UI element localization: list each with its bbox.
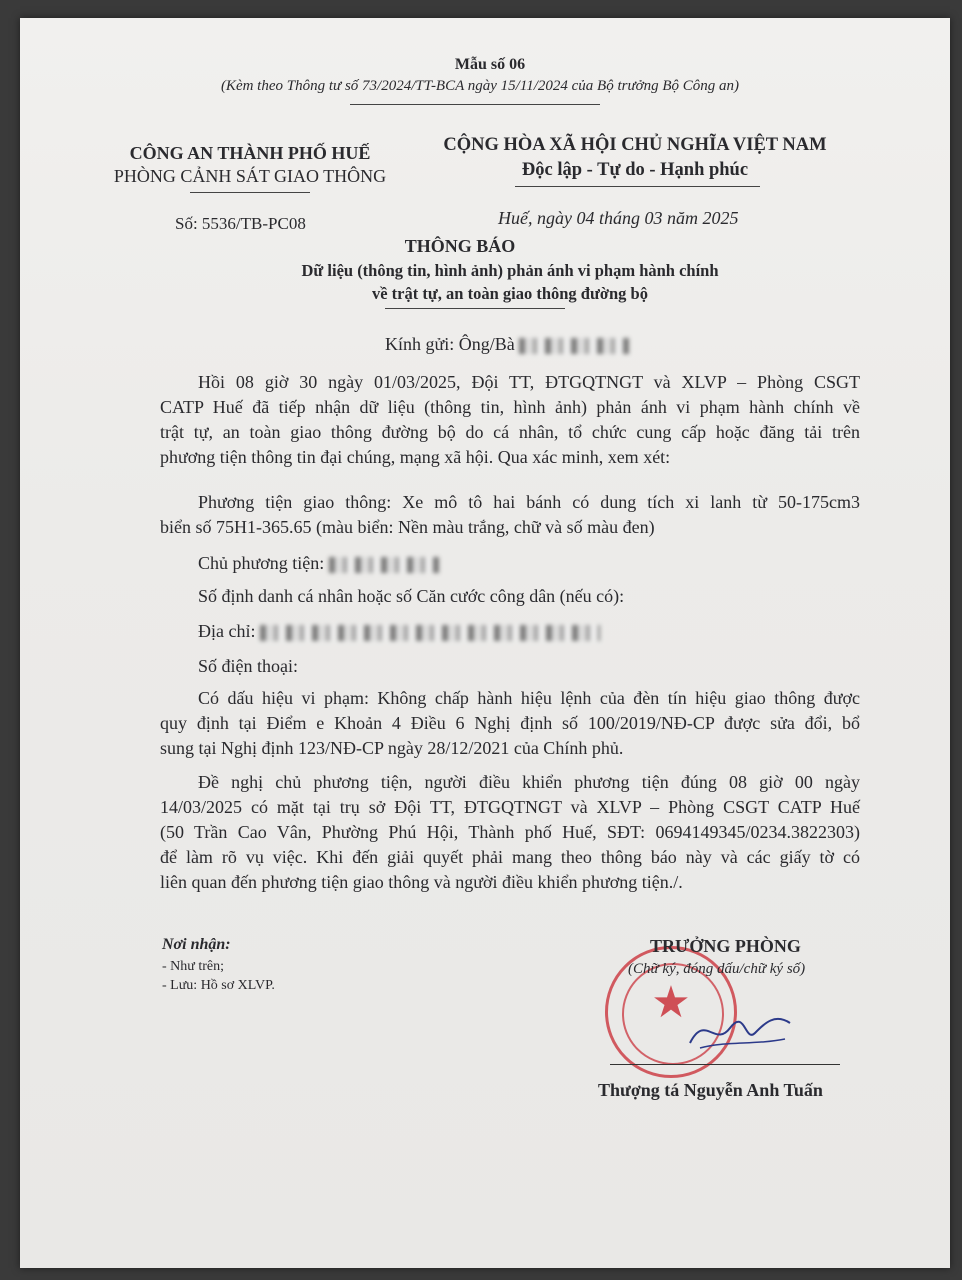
paragraph-receipt: [160, 370, 860, 470]
redacted-name: [519, 338, 629, 354]
recipients-title: Nơi nhận:: [162, 936, 231, 953]
phone-field-label: Số điện thoại:: [198, 656, 298, 676]
paragraph-vehicle: [160, 490, 860, 540]
text-line: 14/03/2025 có mặt tại trụ sở Đội TT, ĐTGQTNGT và XLVP – Phòng CSGT CATP Huế: [160, 797, 860, 817]
salutation-label: Kính gửi: Ông/Bà: [385, 334, 515, 354]
owner-label: Chủ phương tiện:: [198, 553, 325, 573]
text-line: Phương tiện giao thông: Xe mô tô hai bánh có dung tích xi lanh từ 50-175cm3: [198, 492, 860, 512]
text-line: liên quan đến phương tiện giao thông và người điều khiển phương tiện./.: [160, 872, 683, 892]
document-page: [20, 18, 950, 1268]
text-line: phương tiện thông tin đại chúng, mạng xã hội. Qua xác minh, xem xét:: [160, 447, 671, 467]
agency-line2: PHÒNG CẢNH SÁT GIAO THÔNG: [113, 166, 387, 186]
signer-name: Thượng tá Nguyễn Anh Tuấn: [598, 1080, 823, 1100]
document-subtitle-1: Dữ liệu (thông tin, hình ảnh) phản ánh vi phạm hành chính: [301, 261, 719, 280]
owner-field: [198, 553, 439, 574]
handwritten-signature: [685, 1003, 795, 1063]
signature-note: (Chữ ký, đóng dấu/chữ ký số): [628, 961, 806, 977]
text-line: trật tự, an toàn giao thông đường bộ do cá nhân, tổ chức cung cấp hoặc đăng tải trên: [160, 422, 860, 442]
national-motto: Độc lập - Tự do - Hạnh phúc: [521, 160, 749, 180]
id-field-label: Số định danh cá nhân hoặc số Căn cước công dân (nếu có):: [198, 586, 625, 606]
redacted-owner: [329, 557, 439, 573]
recipient-item: - Lưu: Hồ sơ XLVP.: [162, 978, 275, 993]
paragraph-request: [160, 770, 860, 895]
text-line: Có dấu hiệu vi phạm: Không chấp hành hiệu lệnh của đèn tín hiệu giao thông được: [198, 688, 860, 708]
text-line: sung tại Nghị định 123/NĐ-CP ngày 28/12/2021 của Chính phủ.: [160, 738, 624, 758]
address-label: Địa chỉ:: [198, 621, 256, 641]
document-subtitle-2: về trật tự, an toàn giao thông đường bộ: [371, 284, 648, 303]
recipient-item: - Như trên;: [162, 959, 225, 974]
redacted-address: [260, 625, 600, 641]
form-reference: (Kèm theo Thông tư số 73/2024/TT-BCA ngày 15/11/2024 của Bộ trưởng Bộ Công an): [220, 78, 740, 94]
document-title: THÔNG BÁO: [404, 236, 516, 256]
text-line: biển số 75H1-365.65 (màu biển: Nền màu trắng, chữ và số màu đen): [160, 517, 655, 537]
text-line: Đề nghị chủ phương tiện, người điều khiển phương tiện đúng 08 giờ 00 ngày: [198, 772, 860, 792]
text-line: quy định tại Điểm e Khoản 4 Điều 6 Nghị định số 100/2019/NĐ-CP được sửa đổi, bổ: [160, 713, 860, 733]
text-line: Hồi 08 giờ 30 ngày 01/03/2025, Đội TT, ĐTGQTNGT và XLVP – Phòng CSGT: [198, 372, 860, 392]
address-field: [198, 621, 600, 642]
salutation: [385, 334, 629, 355]
star-icon: ★: [651, 978, 691, 1027]
document-number: Số: 5536/TB-PC08: [175, 214, 306, 233]
signature-role: TRƯỞNG PHÒNG: [650, 936, 801, 956]
form-number: Mẫu số 06: [454, 56, 526, 73]
text-line: CATP Huế đã tiếp nhận dữ liệu (thông tin, hình ảnh) phản ánh vi phạm hành chính về: [160, 397, 860, 417]
text-line: để làm rõ vụ việc. Khi đến giải quyết phải mang theo thông báo này và các giấy tờ có: [160, 847, 860, 867]
paragraph-violation: [160, 686, 860, 761]
text-line: (50 Trần Cao Vân, Phường Phú Hội, Thành phố Huế, SĐT: 0694149345/0234.3822303): [160, 822, 860, 842]
document-date: Huế, ngày 04 tháng 03 năm 2025: [498, 208, 739, 228]
agency-line1: CÔNG AN THÀNH PHỐ HUẾ: [129, 143, 371, 163]
country-name: CỘNG HÒA XÃ HỘI CHỦ NGHĨA VIỆT NAM: [443, 135, 827, 155]
